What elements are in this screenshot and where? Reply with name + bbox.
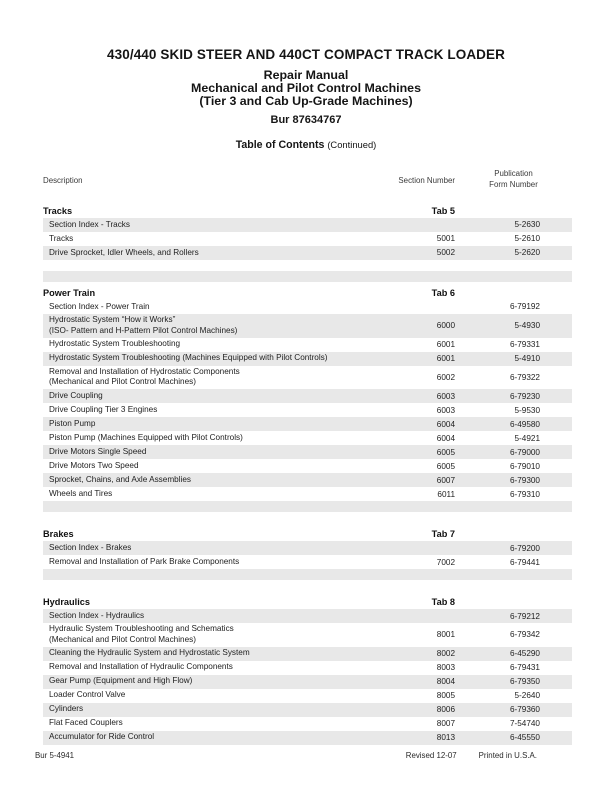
manual-title: 430/440 SKID STEER AND 440CT COMPACT TRACK LOADER [107, 47, 505, 62]
section-title: Brakes [43, 529, 74, 540]
toc-continued-text: (Continued) [327, 139, 377, 151]
row-description [43, 353, 385, 364]
section-title: Hydraulics [43, 597, 90, 608]
row-section-number: 8001 [436, 630, 455, 640]
section-header-power-train [43, 282, 572, 300]
manual-subtitle-3: (Tier 3 and Cab Up-Grade Machines) [199, 93, 413, 108]
table-row [43, 459, 572, 473]
row-description [43, 557, 385, 568]
table-row [43, 389, 572, 403]
row-description [43, 302, 385, 313]
description-text: Section Index - Power Train [49, 301, 150, 311]
row-description [43, 648, 385, 659]
row-section-number: 6001 [436, 354, 455, 364]
footer-bur-number: Bur 5-4941 [35, 751, 75, 760]
page-footer [35, 751, 537, 760]
column-publication-line1: Publication [494, 169, 533, 179]
row-description [43, 718, 385, 729]
row-description [43, 234, 385, 245]
row-description [43, 220, 385, 231]
toc-title: Table of Contents [235, 139, 325, 152]
table-row [43, 300, 572, 314]
row-section-number: 6003 [436, 405, 455, 415]
description-text: Removal and Installation of Hydraulic Components [49, 662, 233, 672]
description-text: Hydraulic System Troubleshooting and Schematics [49, 624, 234, 634]
row-section-number: 6001 [436, 340, 455, 350]
row-publication-number: 5-2640 [514, 691, 540, 701]
row-section-number: 8002 [436, 649, 455, 659]
row-section-number: 8013 [436, 733, 455, 743]
blank-row [43, 512, 572, 523]
table-row [43, 338, 572, 352]
row-publication-number: 5-4921 [514, 433, 540, 443]
row-section-number: 8006 [436, 705, 455, 715]
column-publication [455, 169, 572, 191]
description-text: Gear Pump (Equipment and High Flow) [49, 676, 193, 686]
row-publication-number: 7-54740 [509, 719, 540, 729]
row-publication-number: 5-2630 [514, 220, 540, 230]
row-publication-number: 6-45550 [509, 733, 540, 743]
description-text: Drive Coupling Tier 3 Engines [49, 404, 158, 414]
table-row [43, 218, 572, 232]
row-publication-number: 6-79342 [509, 630, 540, 640]
toc-continued-label [327, 139, 376, 150]
bur-number: Bur 87634767 [270, 114, 342, 127]
description-text-line2: (ISO- Pattern and H-Pattern Pilot Control Machines) [49, 325, 238, 335]
column-publication-line2: Form Number [489, 180, 538, 190]
row-publication-number: 5-2620 [514, 248, 540, 258]
row-section-number: 7002 [436, 557, 455, 567]
row-description [43, 391, 385, 402]
page-header [0, 0, 612, 151]
blank-row-shaded [43, 501, 572, 512]
row-section-number: 6002 [436, 372, 455, 382]
row-publication-number: 6-79431 [509, 663, 540, 673]
row-publication-number: 5-2610 [514, 234, 540, 244]
blank-row-shaded [43, 271, 572, 282]
row-section-number: 6005 [436, 461, 455, 471]
description-text: Drive Motors Two Speed [49, 460, 139, 470]
row-publication-number: 6-79360 [509, 705, 540, 715]
row-publication-number: 5-9530 [514, 405, 540, 415]
blank-row-shaded [43, 569, 572, 580]
row-publication-number: 6-79350 [509, 677, 540, 687]
description-text: Hydrostatic System “How it Works” [49, 314, 176, 324]
row-publication-number: 6-79322 [509, 372, 540, 382]
description-text: Cleaning the Hydraulic System and Hydrostatic System [49, 648, 250, 658]
table-row [43, 473, 572, 487]
row-publication-number: 6-79331 [509, 340, 540, 350]
description-text-line2: (Mechanical and Pilot Control Machines) [49, 377, 196, 387]
description-text: Piston Pump [49, 418, 96, 428]
table-row [43, 609, 572, 623]
row-publication-number: 6-45290 [509, 649, 540, 659]
section-title: Power Train [43, 287, 96, 298]
table-row [43, 555, 572, 569]
row-description [43, 624, 385, 646]
table-row [43, 417, 572, 431]
section-title: Tracks [43, 205, 73, 216]
description-text: Drive Motors Single Speed [49, 446, 147, 456]
row-publication-number: 6-79310 [509, 489, 540, 499]
row-section-number: 8004 [436, 677, 455, 687]
row-description [43, 611, 385, 622]
row-description [43, 419, 385, 430]
description-text: Section Index - Brakes [49, 542, 132, 552]
row-section-number: 6004 [436, 433, 455, 443]
description-text: Hydrostatic System Troubleshooting [49, 339, 181, 349]
table-row [43, 352, 572, 366]
blank-row [43, 260, 572, 271]
row-publication-number: 6-79200 [509, 543, 540, 553]
description-text: Sprocket, Chains, and Axle Assemblies [49, 474, 191, 484]
table-row [43, 541, 572, 555]
row-publication-number: 6-79441 [509, 557, 540, 567]
row-publication-number: 6-79300 [509, 475, 540, 485]
row-section-number: 5002 [436, 248, 455, 258]
description-text: Loader Control Valve [49, 690, 126, 700]
row-description [43, 339, 385, 350]
section-header-hydraulics [43, 591, 572, 609]
row-publication-number: 6-79192 [509, 302, 540, 312]
section-header-tracks [43, 200, 572, 218]
table-row [43, 232, 572, 246]
column-section-number: Section Number [398, 175, 455, 185]
section-tab: Tab 7 [431, 529, 455, 540]
row-publication-number: 6-49580 [509, 419, 540, 429]
description-text: Piston Pump (Machines Equipped with Pilot Controls) [49, 432, 243, 442]
row-section-number: 5001 [436, 234, 455, 244]
row-description [43, 489, 385, 500]
row-publication-number: 6-79010 [509, 461, 540, 471]
table-row [43, 314, 572, 338]
row-section-number: 6011 [437, 489, 455, 499]
row-section-number: 6003 [436, 391, 455, 401]
manual-subtitle-2: Mechanical and Pilot Control Machines [191, 80, 421, 95]
row-description [43, 662, 385, 673]
row-description [43, 461, 385, 472]
section-tab: Tab 6 [431, 287, 455, 298]
row-description [43, 315, 385, 337]
description-text: Section Index - Tracks [49, 219, 130, 229]
description-text-line2: (Mechanical and Pilot Control Machines) [49, 634, 196, 644]
table-row [43, 661, 572, 675]
description-text: Hydrostatic System Troubleshooting (Machines Equipped with Pilot Controls) [49, 353, 328, 363]
row-publication-number: 5-4910 [514, 354, 540, 364]
row-description [43, 447, 385, 458]
row-description [43, 367, 385, 389]
row-description [43, 704, 385, 715]
toc-heading [0, 139, 612, 151]
row-description [43, 732, 385, 743]
table-row [43, 366, 572, 390]
row-description [43, 433, 385, 444]
section-header-brakes [43, 523, 572, 541]
row-description [43, 248, 385, 259]
table-row [43, 647, 572, 661]
table-row [43, 623, 572, 647]
blank-row [43, 580, 572, 591]
description-text: Removal and Installation of Hydrostatic Components [49, 366, 240, 376]
table-row [43, 717, 572, 731]
row-section-number: 6000 [436, 321, 455, 331]
row-section-number: 8003 [436, 663, 455, 673]
description-text: Cylinders [49, 704, 84, 714]
table-row [43, 246, 572, 260]
table-row [43, 703, 572, 717]
description-text: Accumulator for Ride Control [49, 732, 155, 742]
section-tab: Tab 5 [431, 205, 455, 216]
row-description [43, 405, 385, 416]
toc-table [43, 169, 572, 744]
row-description [43, 676, 385, 687]
description-text: Section Index - Hydraulics [49, 610, 145, 620]
table-row [43, 487, 572, 501]
description-text: Removal and Installation of Park Brake Components [49, 556, 240, 566]
row-publication-number: 5-4930 [514, 321, 540, 331]
footer-printed-in: Printed in U.S.A. [478, 751, 537, 760]
table-row [43, 445, 572, 459]
table-row [43, 731, 572, 745]
row-section-number: 6007 [436, 475, 455, 485]
description-text: Wheels and Tires [49, 488, 113, 498]
description-text: Flat Faced Couplers [49, 718, 123, 728]
row-description [43, 690, 385, 701]
description-text: Tracks [49, 233, 74, 243]
table-row [43, 675, 572, 689]
manual-subtitle-1: Repair Manual [263, 68, 349, 82]
table-row [43, 689, 572, 703]
row-section-number: 8007 [436, 719, 455, 729]
row-description [43, 543, 385, 554]
column-header-row [43, 169, 572, 191]
description-text: Drive Sprocket, Idler Wheels, and Rollers [49, 247, 199, 257]
row-section-number: 6004 [436, 419, 455, 429]
table-row [43, 403, 572, 417]
section-tab: Tab 8 [431, 597, 455, 608]
row-publication-number: 6-79212 [509, 611, 540, 621]
row-section-number: 8005 [436, 691, 455, 701]
footer-revised-date: Revised 12-07 [405, 751, 457, 760]
description-text: Drive Coupling [49, 390, 103, 400]
table-row [43, 431, 572, 445]
row-description [43, 475, 385, 486]
column-description: Description [43, 175, 83, 185]
row-publication-number: 6-79230 [509, 391, 540, 401]
row-section-number: 6005 [436, 447, 455, 457]
row-publication-number: 6-79000 [509, 447, 540, 457]
